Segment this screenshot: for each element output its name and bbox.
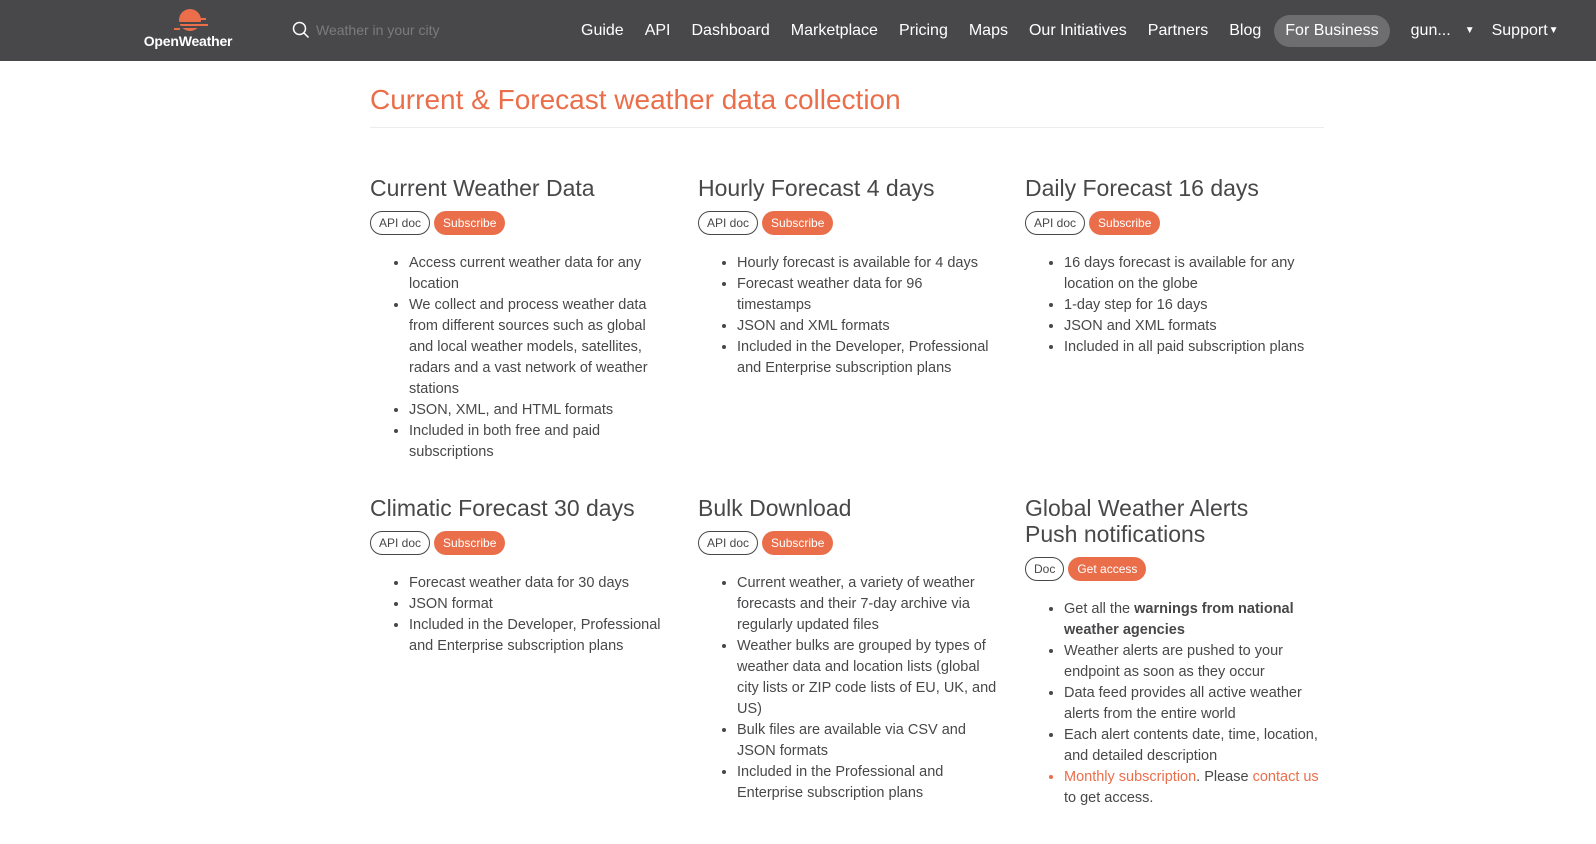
chevron-down-icon: ▼ <box>1548 25 1559 36</box>
subscribe-button[interactable]: Subscribe <box>434 211 505 235</box>
nav-for-business-button[interactable]: For Business <box>1274 15 1389 47</box>
list-item: • Each alert contents date, time, location, and detailed description <box>1064 725 1325 767</box>
nav-blog[interactable]: Blog <box>1229 21 1262 39</box>
list-item-text: . Please <box>1196 769 1253 785</box>
nav-api[interactable]: API <box>644 21 671 39</box>
list-item: • Access current weather data for any location <box>409 253 670 295</box>
subscribe-button[interactable]: Subscribe <box>762 531 833 555</box>
nav-our-initiatives[interactable]: Our Initiatives <box>1028 21 1127 39</box>
feature-list <box>409 573 670 657</box>
feature-list <box>409 253 670 463</box>
card-current-weather <box>370 175 670 463</box>
list-item: • Forecast weather data for 96 timestamps <box>737 274 998 316</box>
contact-us-link[interactable]: contact us <box>1252 769 1319 785</box>
card-hourly-forecast <box>698 175 998 379</box>
nav-pricing[interactable]: Pricing <box>898 21 948 39</box>
user-name: gun... <box>1410 21 1451 39</box>
card-title: Current Weather Data <box>370 175 595 201</box>
support-label: Support <box>1491 21 1548 39</box>
api-doc-button[interactable]: API doc <box>698 211 758 235</box>
subscribe-button[interactable]: Subscribe <box>1089 211 1160 235</box>
list-item: • Included in the Professional and Enterprise subscription plans <box>737 762 998 804</box>
card-title-line2: Push notifications <box>1025 521 1206 547</box>
card-daily-forecast <box>1025 175 1325 358</box>
api-doc-button[interactable]: API doc <box>370 211 430 235</box>
list-item: • 16 days forecast is available for any location on the globe <box>1064 253 1325 295</box>
list-item <box>1064 599 1325 641</box>
list-item: • Included in all paid subscription plans <box>1064 337 1325 358</box>
title-divider <box>370 127 1324 128</box>
feature-list <box>737 253 998 379</box>
list-item <box>1064 767 1325 809</box>
get-access-button[interactable]: Get access <box>1068 557 1146 581</box>
feature-list <box>1064 253 1325 358</box>
api-doc-button[interactable]: API doc <box>370 531 430 555</box>
list-item-text: Get all the <box>1064 601 1135 617</box>
list-item: • Bulk files are available via CSV and JSON formats <box>737 720 998 762</box>
card-global-weather-alerts <box>1025 495 1325 809</box>
nav-guide[interactable]: Guide <box>581 21 624 39</box>
subscribe-button[interactable]: Subscribe <box>434 531 505 555</box>
list-item: • Included in the Developer, Professional and Enterprise subscription plans <box>737 337 998 379</box>
list-item: • We collect and process weather data from different sources such as global and local weather models, satellites, radars and a vast network of weather stations <box>409 295 670 400</box>
card-title: Climatic Forecast 30 days <box>370 495 635 521</box>
openweather-logo[interactable] <box>140 8 240 52</box>
api-doc-button[interactable]: API doc <box>698 531 758 555</box>
card-title: Daily Forecast 16 days <box>1025 175 1259 201</box>
list-item: • Included in the Developer, Professional and Enterprise subscription plans <box>409 615 670 657</box>
top-navbar <box>0 0 1596 61</box>
list-item: • JSON and XML formats <box>737 316 998 337</box>
list-item: • Current weather, a variety of weather forecasts and their 7-day archive via regularly updated files <box>737 573 998 636</box>
support-menu[interactable] <box>1492 22 1559 40</box>
nav-dashboard[interactable]: Dashboard <box>691 21 770 39</box>
list-item: • Data feed provides all active weather alerts from the entire world <box>1064 683 1325 725</box>
subscribe-button[interactable]: Subscribe <box>762 211 833 235</box>
sun-logo-icon <box>172 8 208 32</box>
feature-list <box>1064 599 1325 809</box>
chevron-down-icon: ▼ <box>1464 25 1475 36</box>
nav-maps[interactable]: Maps <box>968 21 1008 39</box>
city-search-input[interactable] <box>316 22 486 38</box>
list-item: • JSON and XML formats <box>1064 316 1325 337</box>
doc-button[interactable]: Doc <box>1025 557 1064 581</box>
card-title: Bulk Download <box>698 495 852 521</box>
list-item-bold-text: warnings from national weather agencies <box>1064 601 1294 638</box>
list-item: • Hourly forecast is available for 4 days <box>737 253 998 274</box>
list-item-text: to get access. <box>1064 790 1154 806</box>
card-climatic-forecast <box>370 495 670 657</box>
monthly-subscription-link[interactable]: Monthly subscription <box>1064 769 1197 785</box>
list-item: • Weather alerts are pushed to your endpoint as soon as they occur <box>1064 641 1325 683</box>
list-item: • 1-day step for 16 days <box>1064 295 1325 316</box>
user-menu[interactable] <box>1411 22 1475 40</box>
card-bulk-download <box>698 495 998 804</box>
list-item: • JSON format <box>409 594 670 615</box>
api-doc-button[interactable]: API doc <box>1025 211 1085 235</box>
card-title-line1: Global Weather Alerts <box>1025 495 1249 521</box>
list-item: • Forecast weather data for 30 days <box>409 573 670 594</box>
list-item: • Included in both free and paid subscriptions <box>409 421 670 463</box>
search-box <box>292 14 492 46</box>
page-title: Current & Forecast weather data collection <box>370 84 901 115</box>
nav-partners[interactable]: Partners <box>1147 21 1209 39</box>
list-item: • JSON, XML, and HTML formats <box>409 400 670 421</box>
brand-name: OpenWeather <box>143 33 233 49</box>
search-icon[interactable] <box>292 21 310 39</box>
list-item: • Weather bulks are grouped by types of weather data and location lists (global city lists or ZIP code lists of EU, UK, and US) <box>737 636 998 720</box>
feature-list <box>737 573 998 804</box>
nav-marketplace[interactable]: Marketplace <box>790 21 878 39</box>
card-title <box>1025 495 1325 547</box>
main-nav <box>581 0 1559 61</box>
card-title: Hourly Forecast 4 days <box>698 175 935 201</box>
